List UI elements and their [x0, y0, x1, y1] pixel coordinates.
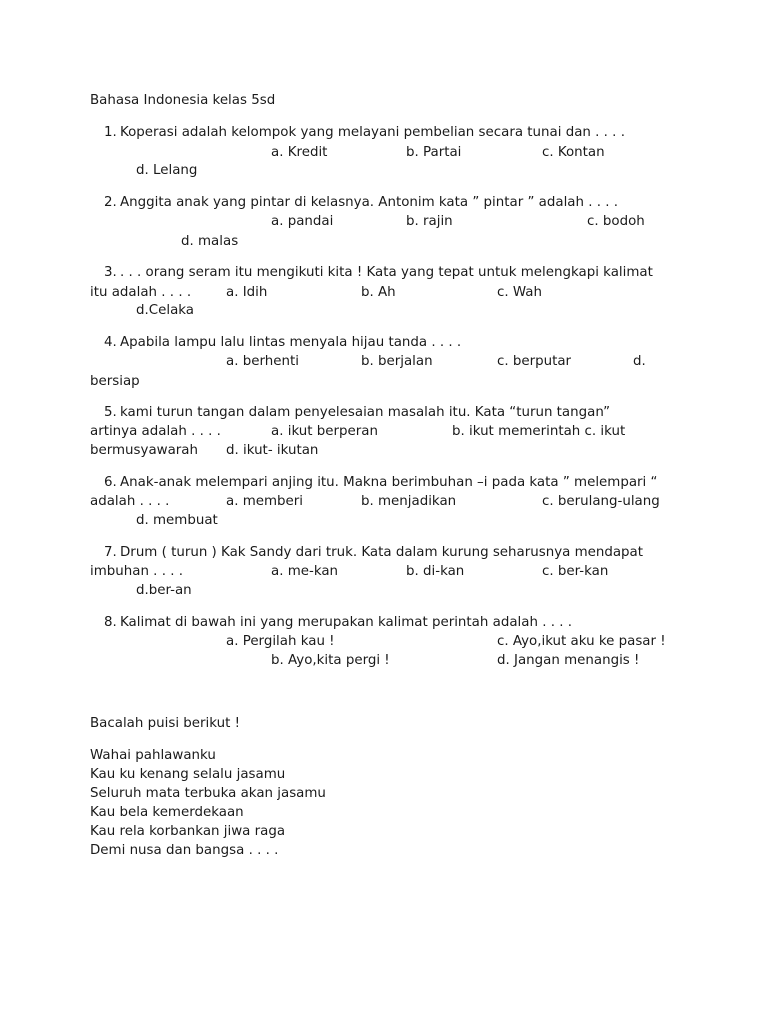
question-text-continued: imbuhan . . . .: [90, 564, 183, 579]
option-b: b. Partai: [406, 145, 462, 160]
poem-line: Seluruh mata terbuka akan jasamu: [90, 786, 326, 801]
question-number: 3.: [104, 265, 117, 280]
question-text: Drum ( turun ) Kak Sandy dari truk. Kata dalam kurung seharusnya mendapat: [120, 545, 644, 560]
question-number: 7.: [104, 545, 117, 560]
question-number: 5.: [104, 405, 117, 420]
option-a: a. me-kan: [271, 564, 339, 579]
option-d: d. malas: [181, 234, 239, 249]
question-text: Anggita anak yang pintar di kelasnya. Antonim kata ” pintar ” adalah . . . .: [120, 195, 619, 210]
page-title: Bahasa Indonesia kelas 5sd: [90, 93, 276, 108]
question-text: Apabila lampu lalu lintas menyala hijau tanda . . . .: [120, 335, 462, 350]
option-c: c. berulang-ulang: [542, 494, 660, 509]
option-b: b. berjalan: [361, 354, 433, 369]
option-c: c. bodoh: [587, 214, 645, 229]
option-d: d.ber-an: [136, 583, 192, 598]
poem-line: Demi nusa dan bangsa . . . .: [90, 843, 279, 858]
question-text: Kalimat di bawah ini yang merupakan kalimat perintah adalah . . . .: [120, 615, 572, 630]
option-d-continued: bersiap: [90, 374, 140, 389]
question-number: 8.: [104, 615, 117, 630]
poem-line: Kau bela kemerdekaan: [90, 805, 244, 820]
option-c: c. Kontan: [542, 145, 605, 160]
option-a: a. ikut berperan: [271, 424, 378, 439]
option-b-c: b. ikut memerintah c. ikut: [452, 424, 626, 439]
question-text-continued: adalah . . . .: [90, 494, 170, 509]
option-a: a. memberi: [226, 494, 304, 509]
question-text: Anak-anak melempari anjing itu. Makna berimbuhan –i pada kata ” melempari “: [120, 475, 658, 490]
question-text-continued: itu adalah . . . .: [90, 285, 192, 300]
poem-line: Wahai pahlawanku: [90, 748, 216, 763]
option-a: a. Pergilah kau !: [226, 634, 335, 649]
option-d: d. Jangan menangis !: [497, 653, 640, 668]
option-c: c. Wah: [497, 285, 542, 300]
question-number: 6.: [104, 475, 117, 490]
question-text: kami turun tangan dalam penyelesaian masalah itu. Kata “turun tangan”: [120, 405, 611, 420]
option-b: b. Ayo,kita pergi !: [271, 653, 390, 668]
question-text: . . . orang seram itu mengikuti kita ! Kata yang tepat untuk melengkapi kalimat: [120, 265, 653, 280]
option-a: a. Kredit: [271, 145, 328, 160]
option-b: b. di-kan: [406, 564, 465, 579]
option-c: c. Ayo,ikut aku ke pasar !: [497, 634, 666, 649]
option-c: c. berputar: [497, 354, 572, 369]
question-number: 4.: [104, 335, 117, 350]
poem-instruction: Bacalah puisi berikut !: [90, 716, 240, 731]
question-text: Koperasi adalah kelompok yang melayani pembelian secara tunai dan . . . .: [120, 125, 625, 140]
option-a: a. pandai: [271, 214, 334, 229]
poem-line: Kau ku kenang selalu jasamu: [90, 767, 286, 782]
poem-line: Kau rela korbankan jiwa raga: [90, 824, 286, 839]
option-b: b. rajin: [406, 214, 453, 229]
option-a: a. Idih: [226, 285, 268, 300]
option-c-continued: bermusyawarah: [90, 443, 199, 458]
option-b: b. menjadikan: [361, 494, 457, 509]
option-d: d. ikut- ikutan: [226, 443, 319, 458]
option-d: d.: [633, 354, 646, 369]
option-b: b. Ah: [361, 285, 396, 300]
option-a: a. berhenti: [226, 354, 299, 369]
option-d: d.Celaka: [136, 303, 194, 318]
option-d: d. Lelang: [136, 163, 198, 178]
question-number: 1.: [104, 125, 117, 140]
question-text-continued: artinya adalah . . . .: [90, 424, 221, 439]
option-c: c. ber-kan: [542, 564, 609, 579]
question-number: 2.: [104, 195, 117, 210]
option-d: d. membuat: [136, 513, 218, 528]
